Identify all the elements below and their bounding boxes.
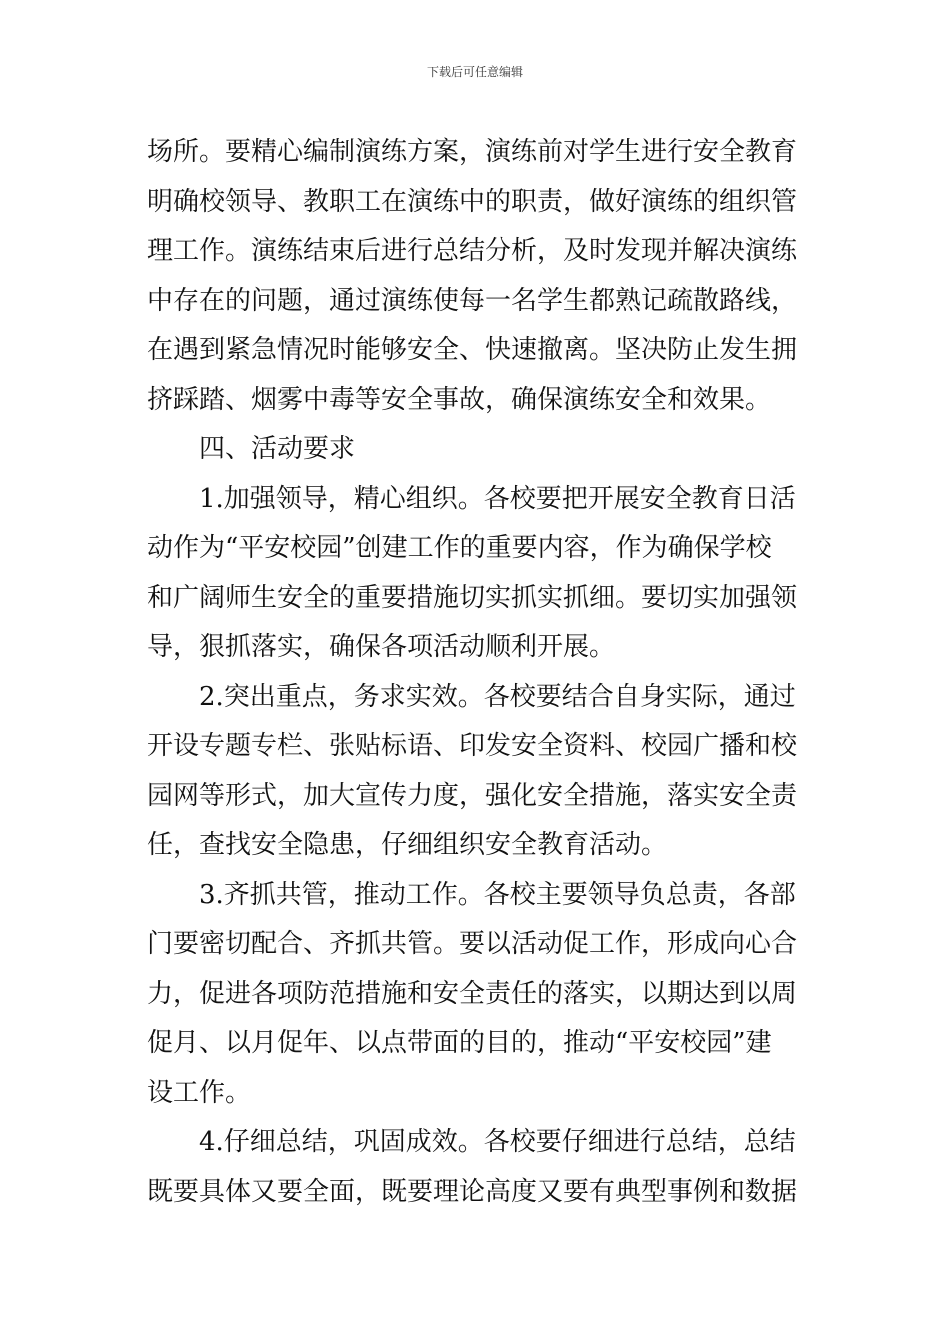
text-line: 理工作。演练结束后进行总结分析，及时发现并解决演练 [147,236,798,266]
text-line: 和广阔师生安全的重要措施切实抓实抓细。要切实加强领 [147,582,798,613]
paragraph-start-line: 2.突出重点，务求实效。各校要结合自身实际，通过 [199,681,796,712]
paragraph-start-line: 4.仔细总结，巩固成效。各校要仔细进行总结，总结 [199,1127,796,1157]
text-line: 力，促进各项防范措施和安全责任的落实，以期达到以周 [147,978,798,1009]
text-line: 场所。要精心编制演练方案，演练前对学生进行安全教育 [147,137,798,167]
text-line: 中存在的问题，通过演练使每一名学生都熟记疏散路线， [147,285,798,316]
text-line: 开设专题专栏、张贴标语、印发安全资料、校园广播和校 [147,731,798,761]
text-line: 在遇到紧急情况时能够安全、快速撤离。坚决防止发生拥 [147,335,798,365]
text-line: 设工作。 [147,1077,252,1108]
text-line: 任，查找安全隐患，仔细组织安全教育活动。 [147,830,668,860]
text-line: 园网等形式，加大宣传力度，强化安全措施，落实安全责 [147,780,798,811]
paragraph-start-line: 1.加强领导，精心组织。各校要把开展安全教育日活 [199,483,796,514]
text-line: 明确校领导、教职工在演练中的职责，做好演练的组织管 [147,186,798,217]
document-body [147,128,815,1217]
text-line: 门要密切配合、齐抓共管。要以活动促工作，形成向心合 [147,929,798,959]
paragraph-start-line: 3.齐抓共管，推动工作。各校主要领导负总责，各部 [199,879,796,910]
text-line: 促月、以月促年、以点带面的目的，推动“平安校园”建 [147,1028,772,1058]
text-line: 挤踩踏、烟雾中毒等安全事故，确保演练安全和效果。 [147,384,772,415]
text-line: 既要具体又要全面，既要理论高度又要有典型事例和数据 [147,1176,798,1207]
section-heading: 四、活动要求 [199,434,356,464]
text-line: 动作为“平安校园”创建工作的重要内容，作为确保学校 [147,533,772,563]
page-header: 下载后可任意编辑 [426,65,523,79]
text-line: 导，狠抓落实，确保各项活动顺利开展。 [147,632,616,662]
